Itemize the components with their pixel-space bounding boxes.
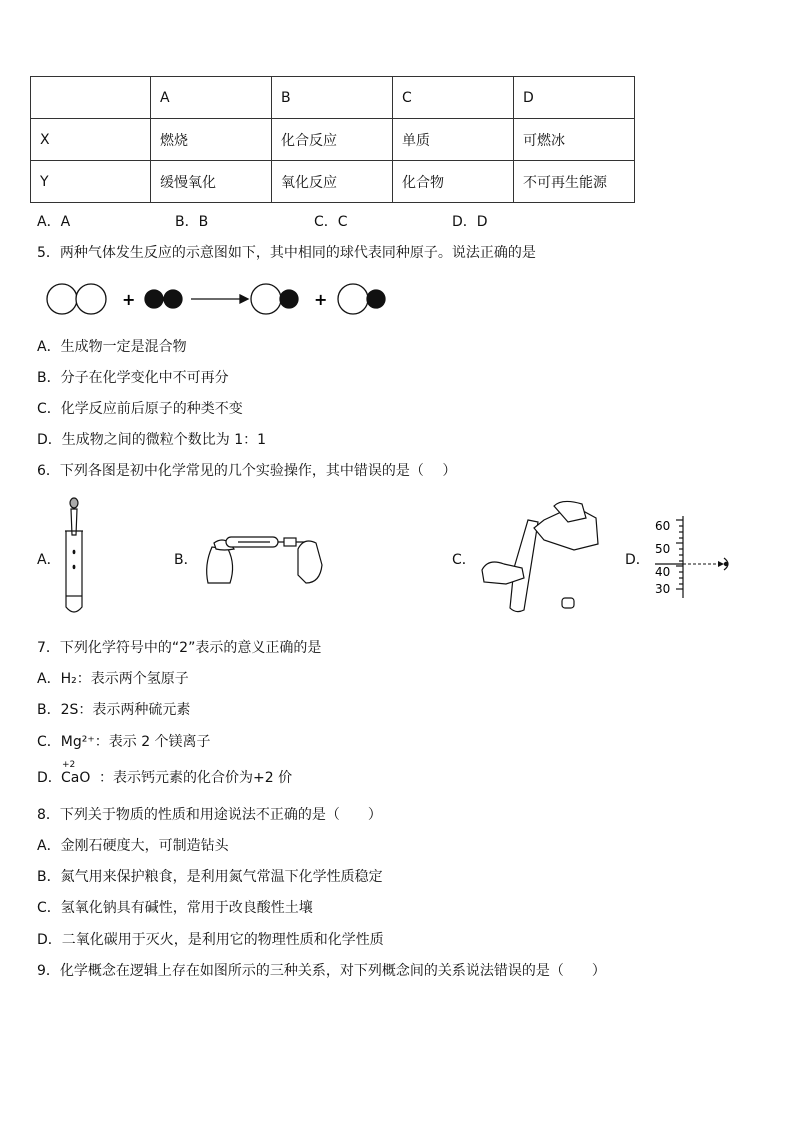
table-row — [31, 119, 635, 161]
q4-option-a[interactable]: A．A — [37, 214, 71, 230]
table-cell: X — [31, 119, 151, 161]
q7-option-a[interactable]: A．H₂：表示两个氢原子 — [37, 671, 189, 687]
q5-option-d[interactable]: D．生成物之间的微粒个数比为 1：1 — [37, 432, 267, 448]
q7-option-d-label: D． — [37, 770, 62, 786]
q8-option-c[interactable]: C．氢氧化钠具有碱性，常用于改良酸性土壤 — [37, 900, 313, 916]
cao-formula: CaO — [61, 770, 91, 786]
q9-stem: 9．化学概念在逻辑上存在如图所示的三种关系，对下列概念间的关系说法错误的是（ ） — [37, 963, 606, 979]
q4-option-d[interactable]: D．D — [452, 214, 488, 230]
q7-option-d-text: ：表示钙元素的化合价为+2 价 — [99, 770, 293, 786]
q8-option-b[interactable]: B．氮气用来保护粮食，是利用氮气常温下化学性质稳定 — [37, 869, 383, 885]
q6-stem: 6．下列各图是初中化学常见的几个实验操作，其中错误的是（ ） — [37, 463, 457, 479]
tube-connection-figure — [200, 525, 330, 587]
q5-option-c[interactable]: C．化学反应前后原子的种类不变 — [37, 401, 243, 417]
eye-icon — [724, 558, 728, 570]
q4-option-c[interactable]: C．C — [314, 214, 348, 230]
tick-50: 50 — [655, 542, 671, 556]
q7-option-c[interactable]: C．Mg²⁺：表示 2 个镁离子 — [37, 734, 211, 750]
table-cell: 不可再生能源 — [514, 161, 635, 203]
table-cell: 单质 — [393, 119, 514, 161]
table-header-row — [31, 77, 635, 119]
tick-40: 40 — [655, 565, 671, 579]
tick-60: 60 — [655, 519, 671, 533]
table-cell: 化合反应 — [272, 119, 393, 161]
tick-30: 30 — [655, 582, 671, 596]
question-4-table — [30, 76, 635, 203]
q4-option-b[interactable]: B．B — [175, 214, 209, 230]
table-cell: 化合物 — [393, 161, 514, 203]
reaction-diagram — [40, 280, 400, 320]
q5-stem: 5．两种气体发生反应的示意图如下，其中相同的球代表同种原子。说法正确的是 — [37, 245, 536, 261]
q8-stem: 8．下列关于物质的性质和用途说法不正确的是（ ） — [37, 807, 382, 823]
q6-label-c[interactable]: C． — [452, 552, 476, 568]
q5-option-b[interactable]: B．分子在化学变化中不可再分 — [37, 370, 229, 386]
table-cell: 可燃冰 — [514, 119, 635, 161]
plus-sign: + — [122, 290, 136, 309]
q7-option-b[interactable]: B．2S：表示两种硫元素 — [37, 702, 191, 718]
q5-option-a[interactable]: A．生成物一定是混合物 — [37, 339, 187, 355]
table-cell: B — [272, 77, 393, 119]
q6-label-a[interactable]: A． — [37, 552, 61, 568]
pouring-liquid-figure — [478, 498, 608, 618]
q7-option-d[interactable] — [37, 760, 437, 790]
table-cell: 缓慢氧化 — [151, 161, 272, 203]
table-cell — [31, 77, 151, 119]
q8-option-d[interactable]: D．二氧化碳用于灭火，是利用它的物理性质和化学性质 — [37, 932, 384, 948]
q6-label-b[interactable]: B． — [174, 552, 198, 568]
graduated-cylinder-figure — [650, 512, 740, 602]
q6-label-d[interactable]: D． — [625, 552, 650, 568]
table-cell: 氧化反应 — [272, 161, 393, 203]
q8-option-a[interactable]: A．金刚石硬度大，可制造钻头 — [37, 838, 229, 854]
plus-sign: + — [314, 290, 328, 309]
table-cell: A — [151, 77, 272, 119]
table-cell: D — [514, 77, 635, 119]
dropper-in-test-tube-figure — [62, 495, 86, 619]
table-cell: 燃烧 — [151, 119, 272, 161]
valence-superscript: +2 — [62, 760, 76, 770]
table-cell: C — [393, 77, 514, 119]
table-cell: Y — [31, 161, 151, 203]
table-row — [31, 161, 635, 203]
q7-stem: 7．下列化学符号中的“2”表示的意义正确的是 — [37, 640, 322, 656]
